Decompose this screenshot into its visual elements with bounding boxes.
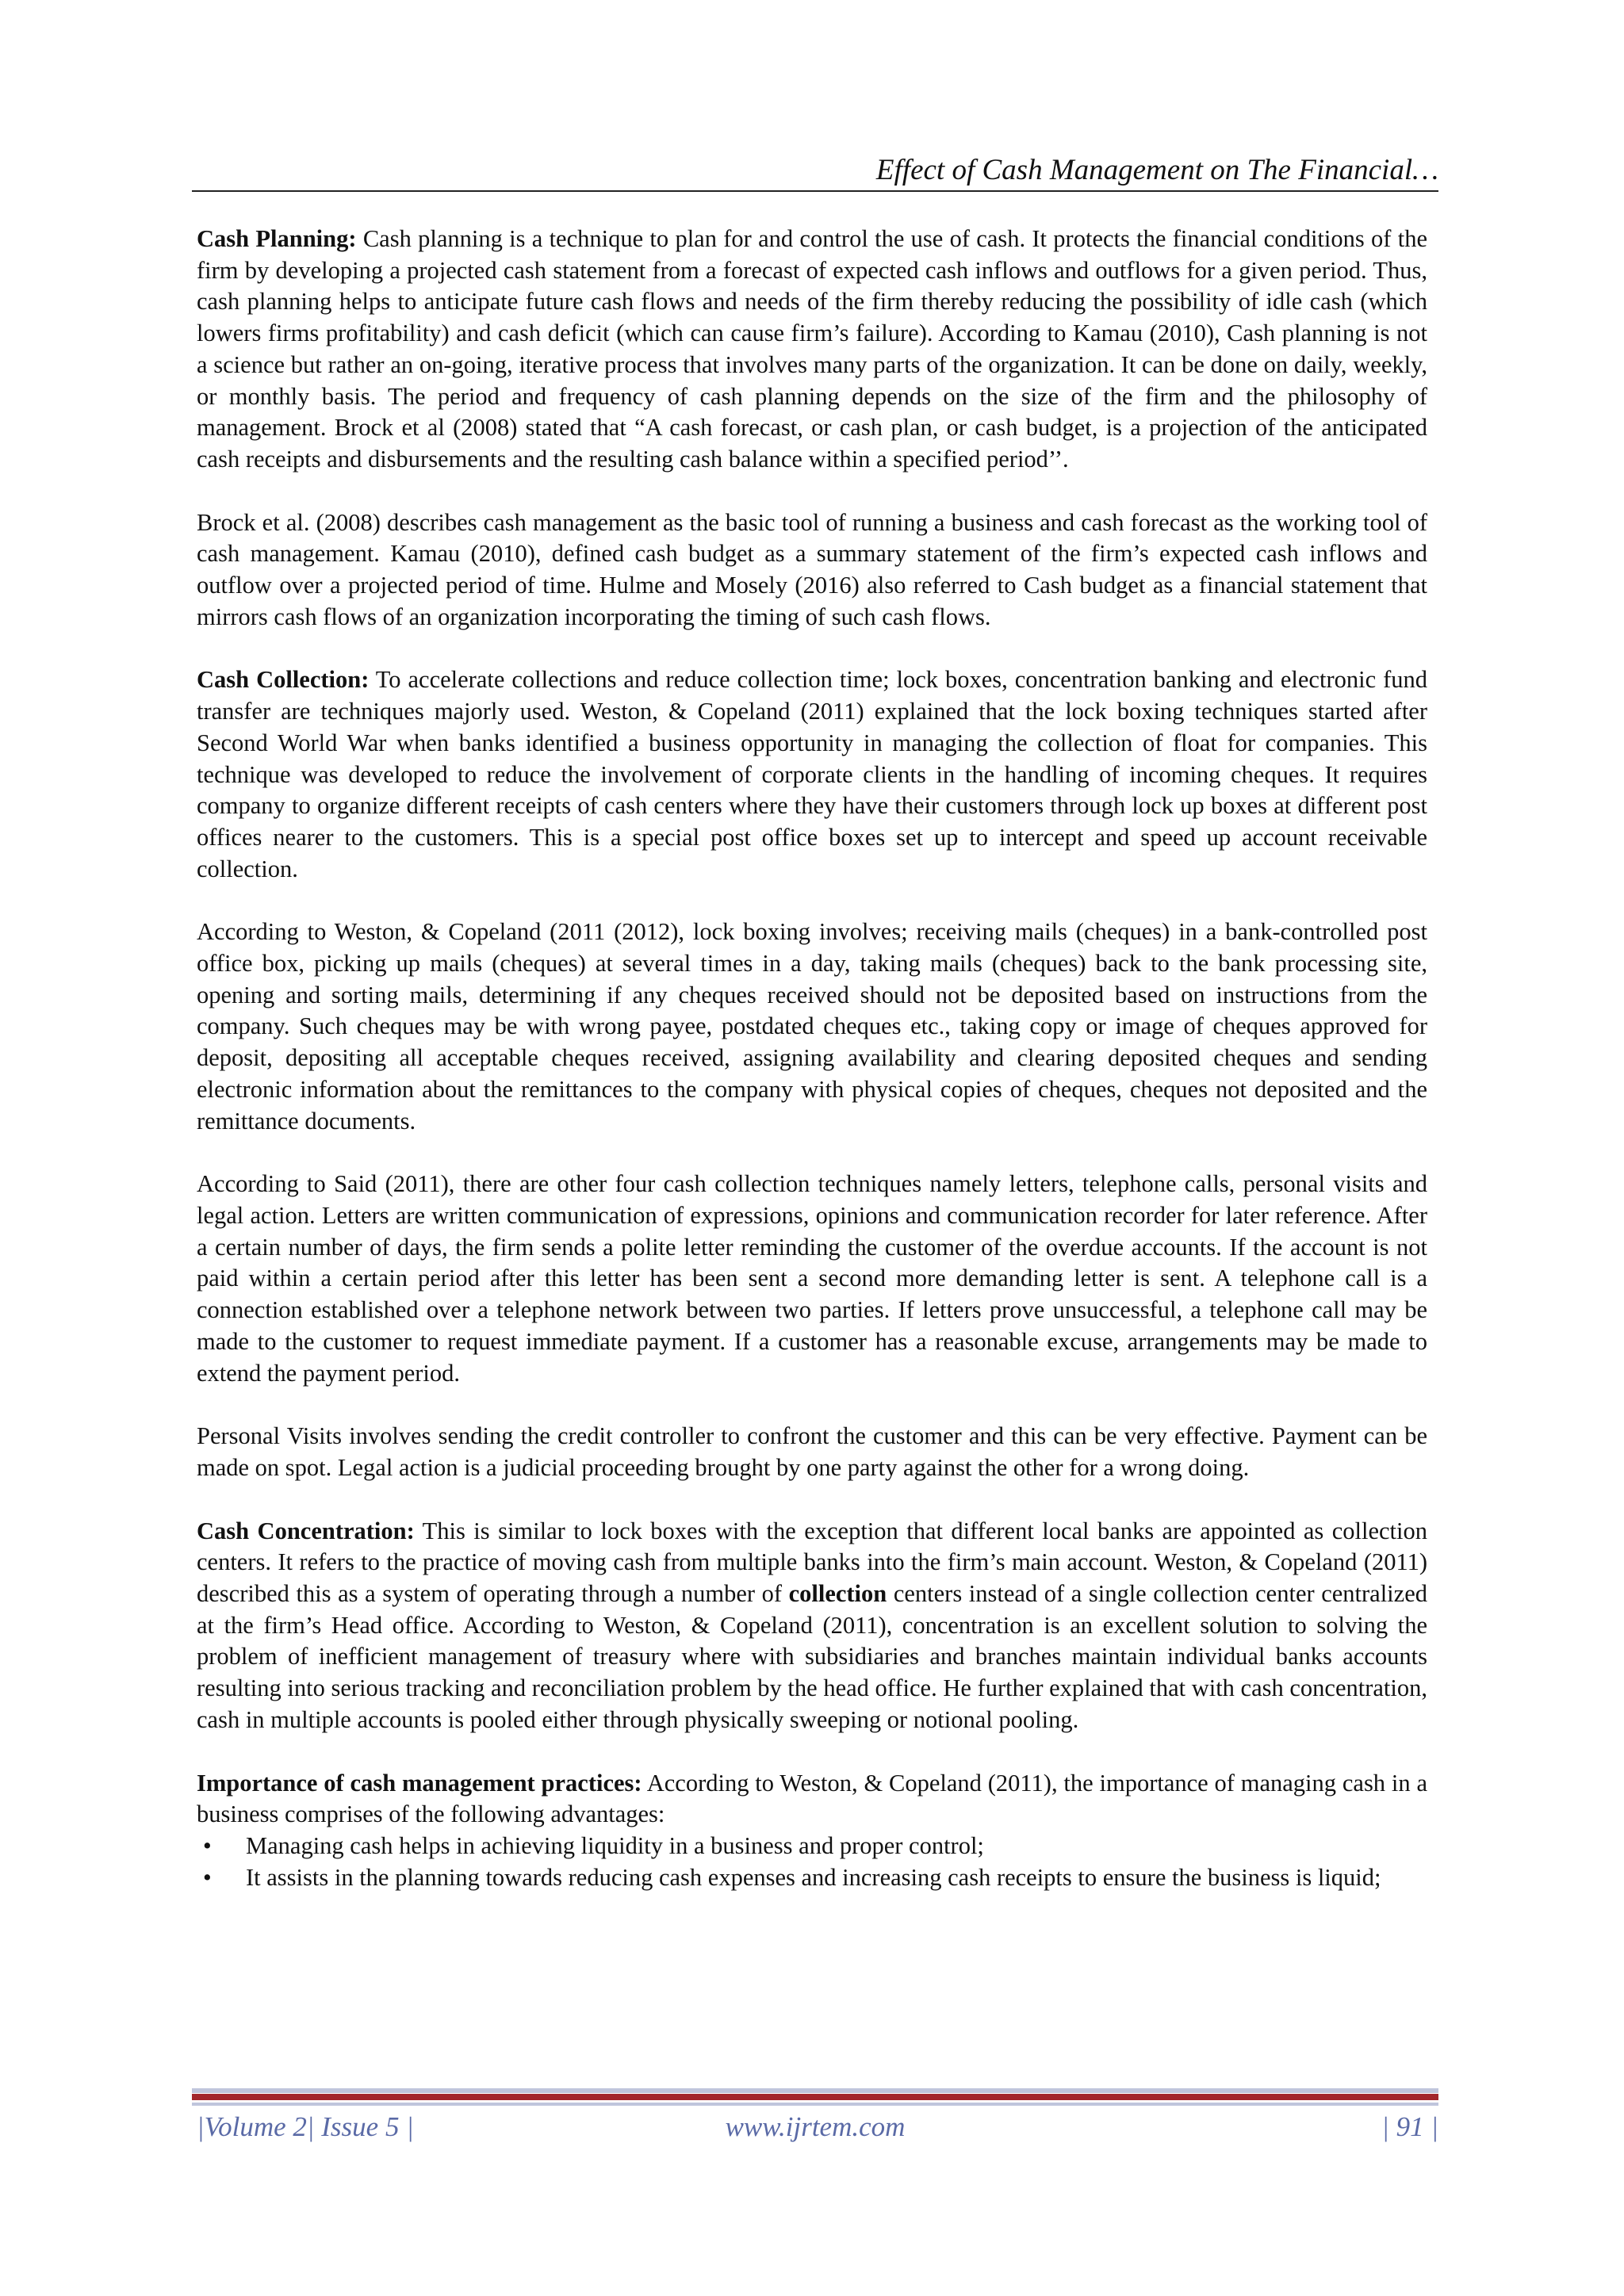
page-footer: [192, 2109, 1438, 2145]
paragraph-lock-boxing: According to Weston, & Copeland (2011 (2012), lock boxing involves; receiving mails (cheques) in a bank-controlled post office box, picking up mails (cheques) at several times in a day, taking mails (cheques) back to the bank processing site, opening and sorting mails, determining if any cheques received should not be deposited based on instructions from the company. Such cheques may be with wrong payee, postdated cheques etc., taking copy or image of cheques approved for deposit, depositing all acceptable cheques received, assigning availability and clearing deposited cheques and sending electronic information about the remittances to the company with physical copies of cheques, cheques not deposited and the remittance documents.: [197, 918, 1427, 1135]
footer-rule-top: [192, 2088, 1438, 2093]
text-cash-concentration-bold: collection: [788, 1580, 887, 1608]
heading-cash-collection: Cash Collection:: [197, 666, 370, 694]
footer-rule-bottom: [192, 2103, 1438, 2106]
bullet-icon: •: [203, 1863, 212, 1891]
paragraph-cash-collection: [197, 664, 1427, 885]
text-cash-concentration-b: centers instead of a single collection center centralized at the firm’s Head office. According to Weston, & Copeland (2011), concentration is an excellent solution to solving the problem of inefficient management of treasury where with subsidiaries and branches maintain individual banks accounts resulting into serious tracking and reconciliation problem by the head office. He further explained that with cash concentration, cash in multiple accounts is pooled either through physically sweeping or notional pooling.: [197, 1580, 1427, 1733]
text-cash-concentration-a: This is similar to lock boxes with the exception that different local banks are appointed as collection centers. It refers to the practice of moving cash from multiple banks into the firm’s main account. Weston, & Copeland (2011) described this as a system of operating through a number of: [197, 1517, 1427, 1608]
running-title: Effect of Cash Management on The Financial…: [875, 154, 1438, 186]
paragraph-personal-visits: Personal Visits involves sending the credit controller to confront the customer and this can be very effective. Payment can be made on spot. Legal action is a judicial proceeding brought by one party against the other for a wrong doing.: [197, 1422, 1427, 1481]
paragraph-cash-planning: [197, 224, 1427, 476]
text-cash-planning-1: Cash planning is a technique to plan for and control the use of cash. It protects the financial conditions of the firm by developing a projected cash statement from a forecast of expected cash inflows and outflows for a given period. Thus, cash planning helps to anticipate future cash flows and needs of the firm thereby reducing the possibility of idle cash (which lowers firms profitability) and cash deficit (which can cause firm’s failure). According to Kamau (2010), Cash planning is not a science but rather an on-going, iterative process that involves many parts of the organization. It can be done on daily, weekly, or monthly basis. The period and frequency of cash planning depends on the size of the firm and the philosophy of management. Brock et al (2008) stated that “A cash forecast, or cash plan, or cash budget, is a projection of the anticipated cash receipts and disbursements and the resulting cash balance within a specified period’’.: [197, 225, 1427, 473]
list-item-text: Managing cash helps in achieving liquidity in a business and proper control;: [246, 1831, 984, 1859]
importance-bullet-list: [197, 1831, 1427, 1893]
list-item: [197, 1831, 1427, 1862]
footer-page-number: | 91 |: [1381, 2111, 1438, 2142]
header-rule: [192, 190, 1438, 192]
list-item-text: It assists in the planning towards reducing cash expenses and increasing cash receipts to ensure the business is liquid;: [246, 1863, 1381, 1891]
heading-cash-concentration: Cash Concentration:: [197, 1517, 415, 1544]
footer-volume-issue: |Volume 2| Issue 5 |: [197, 2111, 414, 2142]
footer-rule-red: [192, 2094, 1438, 2100]
bullet-icon: •: [203, 1831, 212, 1859]
heading-cash-planning: Cash Planning:: [197, 225, 357, 252]
list-item: [197, 1862, 1427, 1894]
paragraph-cash-concentration: [197, 1516, 1427, 1736]
heading-importance: Importance of cash management practices:: [197, 1769, 642, 1797]
article-body: [197, 224, 1427, 1893]
footer-website-link[interactable]: www.ijrtem.com: [725, 2111, 906, 2142]
paragraph-collection-techniques: According to Said (2011), there are other four cash collection techniques namely letters, telephone calls, personal visits and legal action. Letters are written communication of expressions, opinions and communication recorder for later reference. After a certain number of days, the firm sends a polite letter reminding the customer of the overdue accounts. If the account is not paid within a certain period after this letter has been sent a second more demanding letter is sent. A telephone call is a connection established over a telephone network between two parties. If letters prove unsuccessful, a telephone call may be made to the customer to request immediate payment. If a customer has a reasonable excuse, arrangements may be made to extend the payment period.: [197, 1170, 1427, 1387]
paragraph-importance: [197, 1768, 1427, 1831]
text-cash-collection-1: To accelerate collections and reduce collection time; lock boxes, concentration banking and electronic fund transfer are techniques majorly used. Weston, & Copeland (2011) explained that the lock boxing techniques started after Second World War when banks identified a business opportunity in managing the collection of float for companies. This technique was developed to reduce the involvement of corporate clients in the handling of incoming cheques. It requires company to organize different receipts of cash centers where they have their customers through lock up boxes at different post offices nearer to the customers. This is a special post office boxes set up to intercept and speed up account receivable collection.: [197, 666, 1427, 882]
text-importance: According to Weston, & Copeland (2011), the importance of managing cash in a business comprises of the following advantages:: [197, 1769, 1427, 1828]
paragraph-cash-budget: Brock et al. (2008) describes cash management as the basic tool of running a business and cash forecast as the working tool of cash management. Kamau (2010), defined cash budget as a summary statement of the firm’s expected cash inflows and outflow over a projected period of time. Hulme and Mosely (2016) also referred to Cash budget as a financial statement that mirrors cash flows of an organization incorporating the timing of such cash flows.: [197, 508, 1427, 630]
